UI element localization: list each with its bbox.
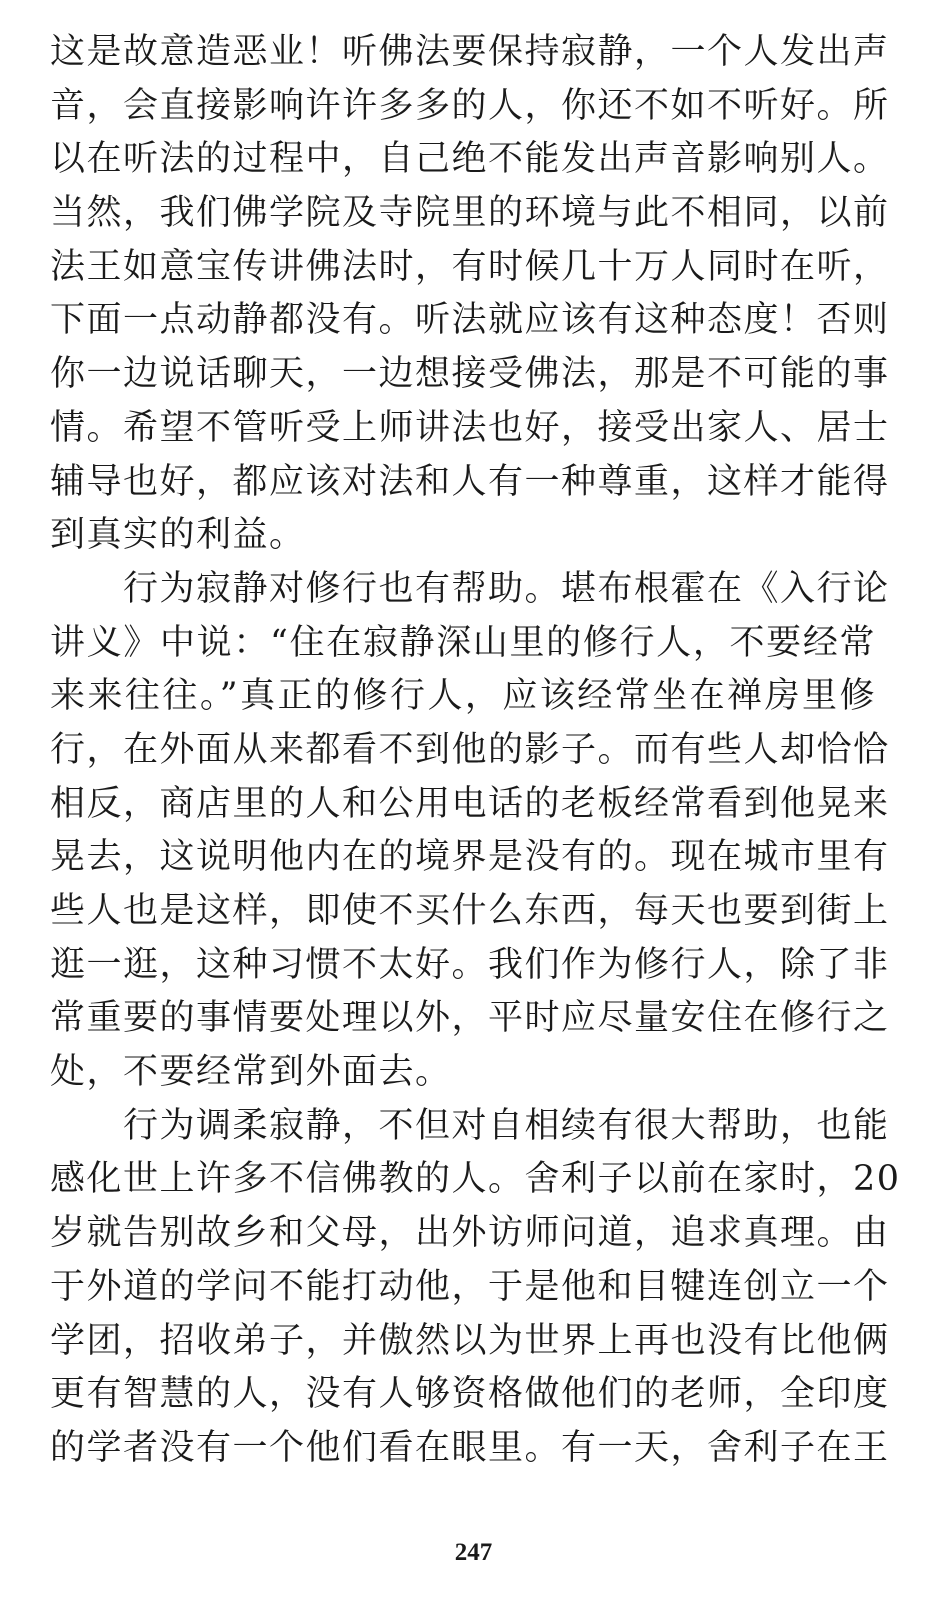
text-line: 感化世上许多不信佛教的人。舍利子以前在家时，20 [50, 1159, 901, 1200]
paragraph-end-line: 到真实的利益。 [50, 515, 306, 556]
text-line: 的学者没有一个他们看在眼里。有一天，舍利子在王 [50, 1427, 890, 1468]
page-number: 247 [454, 1539, 493, 1566]
text-line: 情。希望不管听受上师讲法也好，接受出家人、居士 [50, 407, 890, 448]
text-line: 讲义》中说：“住在寂静深山里的修行人，不要经常 [50, 622, 876, 663]
text-line: 常重要的事情要处理以外，平时应尽量安住在修行之 [50, 998, 890, 1039]
text-line: 这是故意造恶业！听佛法要保持寂静，一个人发出声 [50, 32, 890, 72]
paragraph-start-line: 行为寂静对修行也有帮助。堪布根霍在《入行论 [50, 568, 890, 609]
text-line: 于外道的学问不能打动他，于是他和目犍连创立一个 [50, 1266, 890, 1307]
text-line: 岁就告别故乡和父母，出外访师问道，追求真理。由 [50, 1213, 890, 1254]
text-line: 下面一点动静都没有。听法就应该有这种态度！否则 [50, 300, 890, 341]
text-line: 音，会直接影响许许多多的人，你还不如不听好。所 [50, 85, 890, 126]
text-line: 你一边说话聊天，一边想接受佛法，那是不可能的事 [50, 354, 890, 395]
text-line: 逛一逛，这种习惯不太好。我们作为修行人，除了非 [50, 944, 890, 985]
text-line: 法王如意宝传讲佛法时，有时候几十万人同时在听， [50, 246, 890, 287]
text-line: 当然，我们佛学院及寺院里的环境与此不相同，以前 [50, 193, 890, 234]
text-line: 辅导也好，都应该对法和人有一种尊重，这样才能得 [50, 461, 890, 502]
paragraph-start-line: 行为调柔寂静，不但对自相续有很大帮助，也能 [50, 1105, 890, 1146]
text-line: 晃去，这说明他内在的境界是没有的。现在城市里有 [50, 837, 890, 878]
text-line: 学团，招收弟子，并傲然以为世界上再也没有比他俩 [50, 1320, 890, 1361]
paragraph-end-line: 处，不要经常到外面去。 [50, 1052, 452, 1093]
text-line: 些人也是这样，即使不买什么东西，每天也要到街上 [50, 891, 890, 931]
text-line: 来来往往。”真正的修行人，应该经常坐在禅房里修 [50, 676, 876, 717]
text-line: 更有智慧的人，没有人够资格做他们的老师，全印度 [50, 1374, 890, 1415]
page-body [50, 26, 901, 1476]
text-line: 行，在外面从来都看不到他的影子。而有些人却恰恰 [50, 729, 890, 770]
text-line: 相反，商店里的人和公用电话的老板经常看到他晃来 [50, 783, 890, 824]
text-line: 以在听法的过程中，自己绝不能发出声音影响别人。 [50, 139, 890, 180]
